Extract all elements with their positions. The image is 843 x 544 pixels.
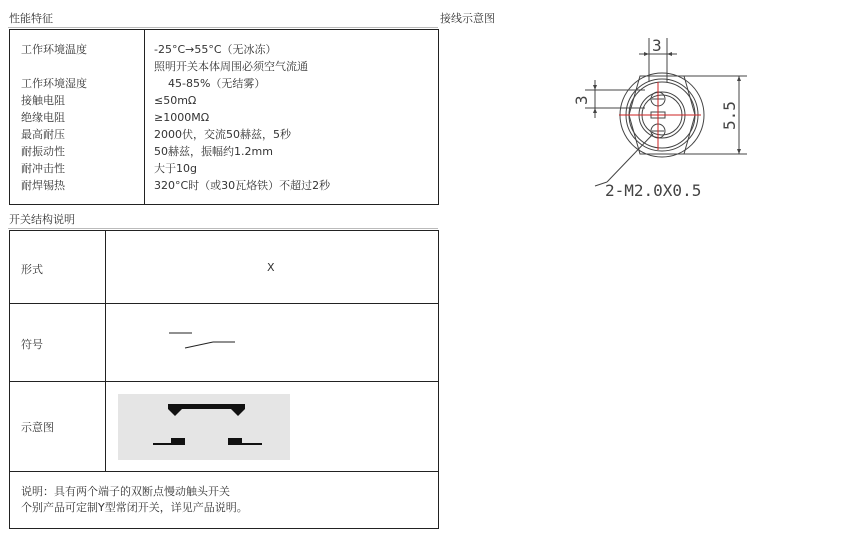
spec-label: 最高耐压 xyxy=(21,128,65,141)
structure-table-divider xyxy=(105,230,106,471)
performance-title-rule xyxy=(8,27,438,28)
wiring-title: 接线示意图 xyxy=(440,12,495,25)
dim-top: 3 xyxy=(652,36,662,55)
spec-label: 绝缘电阻 xyxy=(21,111,65,124)
diagram-label: 示意图 xyxy=(21,421,54,434)
structure-note xyxy=(21,484,248,516)
dim-left: 3 xyxy=(572,95,591,105)
switch-schematic-icon xyxy=(118,394,290,460)
structure-row-rule xyxy=(9,303,439,304)
form-value: X xyxy=(267,261,275,274)
spec-label: 接触电阻 xyxy=(21,94,65,107)
wiring-drawing xyxy=(565,32,755,202)
spec-value: 2000伏，交流50赫兹，5秒 xyxy=(154,128,291,141)
form-label: 形式 xyxy=(21,263,43,276)
spec-value: -25°C→55°C（无冰冻） xyxy=(154,43,277,56)
spec-label: 工作环境湿度 xyxy=(21,77,87,90)
callout-label: 2-M2.0X0.5 xyxy=(605,181,702,200)
spec-label: 工作环境温度 xyxy=(21,43,87,56)
symbol-label: 符号 xyxy=(21,338,43,351)
structure-title-rule xyxy=(8,228,438,229)
dim-right: 5.5 xyxy=(720,101,739,130)
spec-value: 320°C时（或30瓦烙铁）不超过2秒 xyxy=(154,179,331,192)
spec-value: 大于10g xyxy=(154,162,197,175)
spec-value: 50赫兹，振幅约1.2mm xyxy=(154,145,273,158)
spec-value: 照明开关本体周围必须空气流通 xyxy=(154,60,308,73)
spec-label: 耐冲击性 xyxy=(21,162,65,175)
spec-label: 耐焊锡热 xyxy=(21,179,65,192)
spec-value: ≥1000MΩ xyxy=(154,111,210,124)
note-line: 说明：具有两个端子的双断点慢动触头开关 xyxy=(21,485,230,498)
note-line: 个别产品可定制Y型常闭开关，详见产品说明。 xyxy=(21,501,248,514)
performance-table-divider xyxy=(144,29,145,205)
structure-title: 开关结构说明 xyxy=(9,213,75,226)
structure-row-rule xyxy=(9,471,439,472)
switch-symbol-icon xyxy=(165,328,240,350)
performance-title: 性能特征 xyxy=(9,12,53,25)
structure-row-rule xyxy=(9,381,439,382)
spec-label: 耐振动性 xyxy=(21,145,65,158)
spec-value: ≤50mΩ xyxy=(154,94,197,107)
spec-value: 45-85%（无结雾） xyxy=(154,77,266,90)
